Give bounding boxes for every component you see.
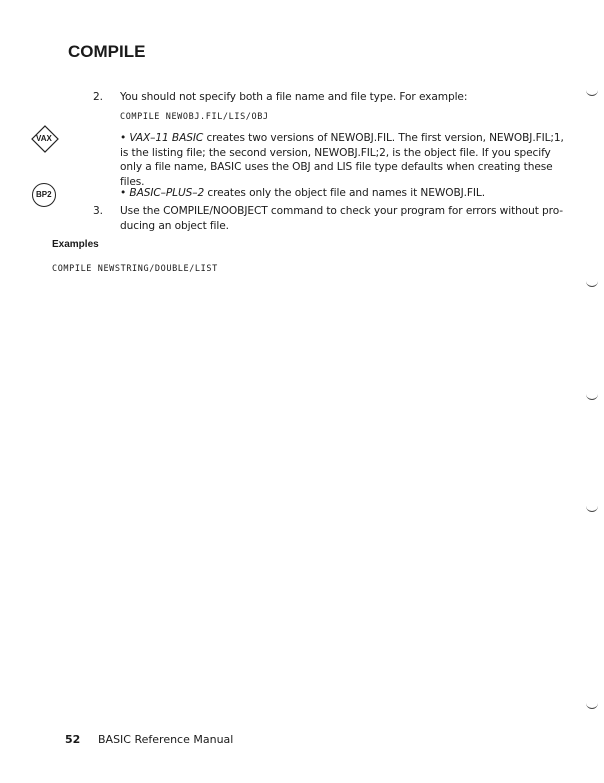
item-number: 2. bbox=[93, 91, 103, 103]
code-example: COMPILE NEWOBJ.FIL/LIS/OBJ bbox=[120, 112, 269, 122]
page-number: 52 bbox=[65, 733, 81, 746]
examples-heading: Examples bbox=[52, 239, 99, 250]
margin-mark bbox=[586, 703, 598, 709]
product-name: VAX–11 BASIC bbox=[129, 132, 204, 144]
bp2-badge-icon bbox=[32, 183, 56, 207]
examples-code: COMPILE NEWSTRING/DOUBLE/LIST bbox=[52, 264, 218, 274]
bullet-text: creates two versions of NEWOBJ.FIL. The first version, NEWOBJ.FIL;1, is the listing file; the second version, NEWOBJ.FIL;2, is the object file. If you specify only a file name, BASIC uses the OBJ and LIS file type defaults when creating these files. bbox=[120, 132, 564, 188]
margin-mark bbox=[586, 90, 598, 96]
bullet-text: creates only the object file and names it NEWOBJ.FIL. bbox=[204, 187, 485, 199]
item-number: 3. bbox=[93, 205, 103, 217]
item-text: You should not specify both a file name and file type. For example: bbox=[120, 91, 468, 103]
item-text: Use the COMPILE/NOOBJECT command to check your program for errors without pro-ducing an object file. bbox=[120, 205, 563, 232]
page-title: COMPILE bbox=[68, 42, 146, 61]
vax-badge-label: VAX bbox=[36, 134, 52, 143]
vax-badge-icon bbox=[31, 125, 59, 153]
margin-mark bbox=[586, 394, 598, 400]
margin-mark bbox=[586, 281, 598, 287]
margin-mark bbox=[586, 506, 598, 512]
footer-title: BASIC Reference Manual bbox=[98, 733, 234, 746]
bp2-badge-label: BP2 bbox=[36, 190, 52, 199]
bullet-vax: • VAX–11 BASIC creates two versions of NEWOBJ.FIL. The first version, NEWOBJ.FIL;1, is the listing file; the second version, NEWOBJ.FIL;2, is the object file. If you specify only a file name, BASIC uses the OBJ and LIS file type defaults when creating these files. bbox=[120, 132, 564, 188]
bullet-bp2: • BASIC–PLUS–2 creates only the object file and names it NEWOBJ.FIL. bbox=[120, 187, 485, 199]
product-name: BASIC–PLUS–2 bbox=[129, 187, 205, 199]
